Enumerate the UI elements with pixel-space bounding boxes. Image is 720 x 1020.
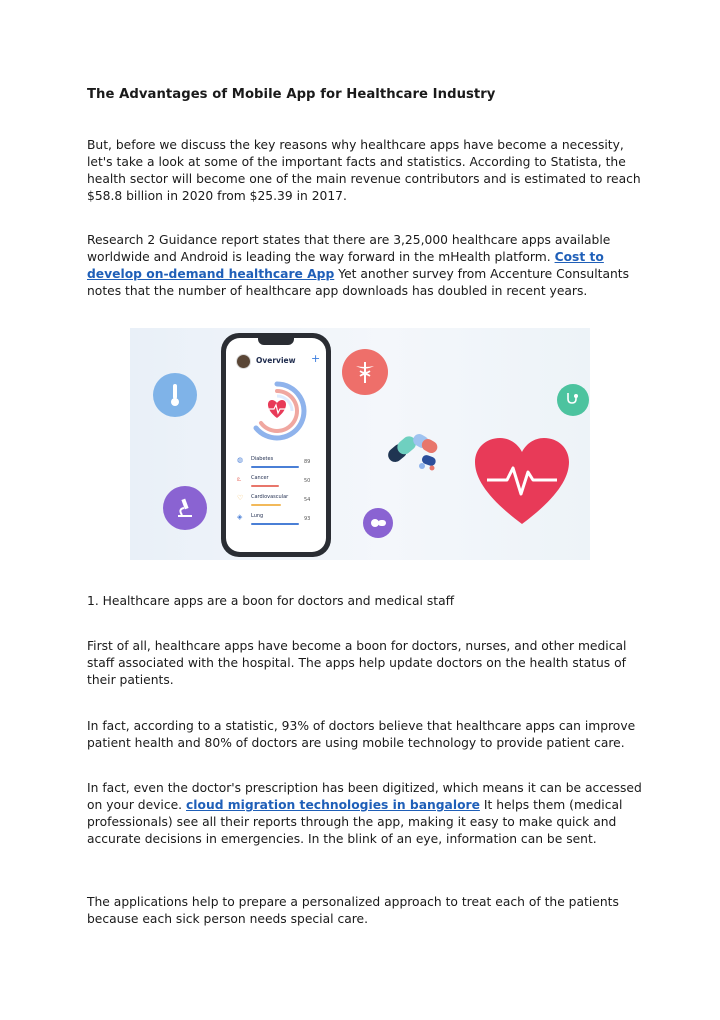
heartbeat-icon bbox=[268, 400, 286, 418]
ribbon-icon: ఽ bbox=[237, 475, 242, 483]
caduceus-icon bbox=[352, 359, 378, 385]
caduceus-bubble bbox=[342, 349, 388, 395]
screen-title: Overview bbox=[256, 356, 296, 365]
stat-bar bbox=[251, 466, 299, 468]
statistic-paragraph: In fact, according to a statistic, 93% of doctors believe that healthcare apps can improve patient health and 80% of doctors are using mobile technology to provide patient care. bbox=[87, 719, 636, 750]
phone-notch bbox=[258, 338, 294, 345]
health-ring-chart bbox=[244, 378, 310, 444]
drop-icon: ◍ bbox=[237, 456, 244, 464]
stat-bar bbox=[251, 485, 279, 487]
microscope-bubble bbox=[163, 486, 207, 530]
prescription-paragraph bbox=[87, 780, 647, 848]
stethoscope-bubble bbox=[557, 384, 589, 416]
cloud-migration-link[interactable]: cloud migration technologies in bangalore bbox=[186, 798, 480, 812]
section-heading-doctors: 1. Healthcare apps are a boon for doctors and medical staff bbox=[87, 594, 455, 608]
thermometer-bubble bbox=[153, 373, 197, 417]
stat-bar bbox=[251, 523, 299, 525]
research-paragraph bbox=[87, 232, 647, 300]
prescription-text-before: In fact, even the doctor's prescription has been digitized, which means it can be accessed on your device. bbox=[87, 781, 642, 812]
cost-to-develop-link[interactable]: Cost to develop on-demand healthcare App bbox=[87, 250, 604, 281]
phone-screen: Overview + ◍ Diabetes 89 ఽ Cancer 50 ♡ Cardiovascular 54 ◈ Lung 93 bbox=[226, 338, 326, 552]
stat-bar bbox=[251, 504, 281, 506]
pills-bubble bbox=[363, 508, 393, 538]
research-text-before: Research 2 Guidance report states that there are 3,25,000 healthcare apps available worldwide and Android is leading the way forward in the mHealth platform. bbox=[87, 233, 611, 264]
doctors-paragraph: First of all, healthcare apps have become a boon for doctors, nurses, and other medical staff associated with the hospital. The apps help update doctors on the health status of their patients. bbox=[87, 639, 627, 687]
avatar bbox=[236, 354, 251, 369]
lungs-icon: ◈ bbox=[237, 513, 243, 521]
heart-icon: ♡ bbox=[237, 494, 244, 502]
add-icon: + bbox=[311, 352, 321, 365]
big-heart-icon bbox=[473, 436, 571, 528]
prescription-text-after: It helps them (medical professionals) see all their reports through the app, making it easy to make quick and accurate decisions in emergencies. In the blink of an eye, information can be sent. bbox=[87, 798, 623, 846]
intro-paragraph: But, before we discuss the key reasons why healthcare apps have become a necessity, let's take a look at some of the important facts and statistics. According to Statista, the health sector will become one of the main revenue contributors and is estimated to reach $58.8 billion in 2020 from $25.39 in 2017. bbox=[87, 138, 641, 203]
personalized-paragraph: The applications help to prepare a personalized approach to treat each of the patients because each sick person needs special care. bbox=[87, 895, 619, 926]
microscope-icon bbox=[173, 496, 197, 520]
pills-icon bbox=[369, 514, 387, 532]
document-title: The Advantages of Mobile App for Healthcare Industry bbox=[87, 87, 496, 102]
research-text-after: Yet another survey from Accenture Consultants notes that the number of healthcare app downloads has doubled in recent years. bbox=[87, 267, 630, 298]
healthcare-app-illustration bbox=[130, 328, 590, 560]
phone-mockup bbox=[221, 333, 331, 557]
stethoscope-icon bbox=[564, 391, 582, 409]
capsules-icon bbox=[380, 418, 450, 478]
thermometer-icon bbox=[165, 382, 185, 408]
